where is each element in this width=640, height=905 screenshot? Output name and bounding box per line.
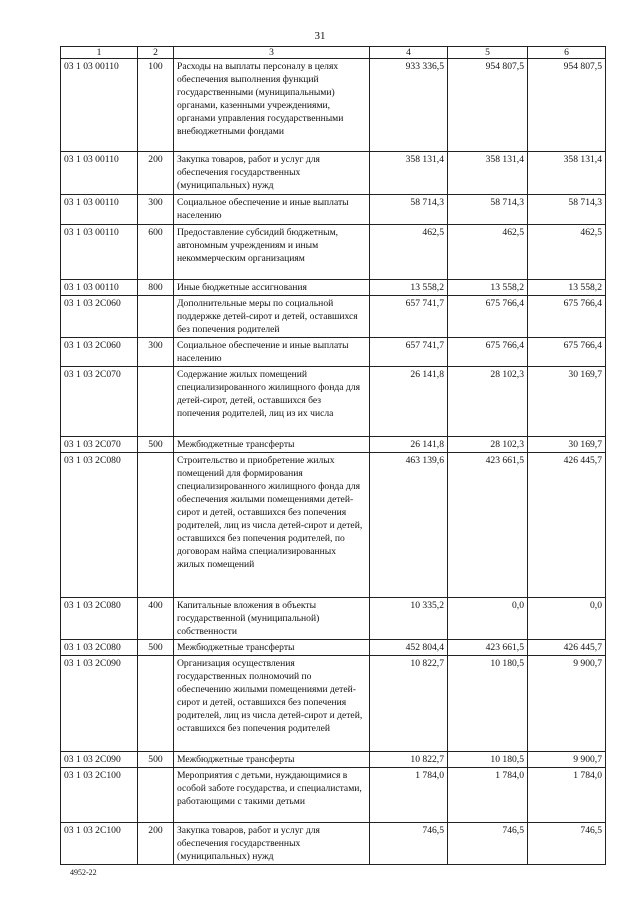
amount-col-6-cell: 746,5	[528, 823, 606, 865]
item-name-cell: Мероприятия с детьми, нуждающимися в особой заботе государства, и специалистами, работающими с такими детьми	[174, 768, 370, 823]
amount-col-6-cell: 30 169,7	[528, 367, 606, 437]
amount-col-4-cell: 746,5	[370, 823, 448, 865]
target-code-cell: 03 1 03 2С060	[61, 338, 138, 367]
amount-col-5-cell: 423 661,5	[448, 453, 528, 598]
amount-col-6-cell: 9 900,7	[528, 656, 606, 752]
amount-col-6-cell: 30 169,7	[528, 437, 606, 453]
amount-col-5-cell: 28 102,3	[448, 437, 528, 453]
amount-col-4-cell: 1 784,0	[370, 768, 448, 823]
amount-col-4-cell: 26 141,8	[370, 437, 448, 453]
target-code-cell: 03 1 03 00110	[61, 195, 138, 225]
amount-col-6-cell: 462,5	[528, 225, 606, 280]
target-code-cell: 03 1 03 00110	[61, 225, 138, 280]
amount-col-5-cell: 746,5	[448, 823, 528, 865]
expense-kind-cell: 500	[138, 752, 174, 768]
header-col-3: 3	[174, 47, 370, 59]
amount-col-5-cell: 58 714,3	[448, 195, 528, 225]
amount-col-6-cell: 13 558,2	[528, 280, 606, 296]
table-row	[61, 453, 606, 598]
expense-kind-cell: 800	[138, 280, 174, 296]
expense-kind-cell: 200	[138, 152, 174, 195]
item-name-cell: Межбюджетные трансферты	[174, 640, 370, 656]
table-row	[61, 656, 606, 752]
amount-col-4-cell: 657 741,7	[370, 338, 448, 367]
expense-kind-cell: 300	[138, 338, 174, 367]
item-name-cell: Межбюджетные трансферты	[174, 752, 370, 768]
header-col-5: 5	[448, 47, 528, 59]
item-name-cell: Социальное обеспечение и иные выплаты населению	[174, 195, 370, 225]
table-row	[61, 367, 606, 437]
target-code-cell: 03 1 03 2С090	[61, 656, 138, 752]
item-name-cell: Организация осуществления государственных полномочий по обеспечению жилыми помещениями детей-сирот и детей, оставшихся без попечения родителей, лиц из числа детей-сирот и детей, оставшихся без попечения родителей	[174, 656, 370, 752]
table-row	[61, 437, 606, 453]
target-code-cell: 03 1 03 2С080	[61, 453, 138, 598]
amount-col-5-cell: 10 180,5	[448, 656, 528, 752]
amount-col-4-cell: 13 558,2	[370, 280, 448, 296]
expense-kind-cell: 600	[138, 225, 174, 280]
target-code-cell: 03 1 03 2С060	[61, 296, 138, 338]
item-name-cell: Расходы на выплаты персоналу в целях обеспечения выполнения функций государственными (муниципальными) органами, казенными учреждениями, органами управления государственными внебюджетными фондами	[174, 59, 370, 152]
amount-col-5-cell: 28 102,3	[448, 367, 528, 437]
item-name-cell: Межбюджетные трансферты	[174, 437, 370, 453]
footer-doc-number: 4952-22	[70, 868, 97, 877]
table-row	[61, 280, 606, 296]
amount-col-4-cell: 58 714,3	[370, 195, 448, 225]
item-name-cell: Социальное обеспечение и иные выплаты населению	[174, 338, 370, 367]
amount-col-5-cell: 0,0	[448, 598, 528, 640]
amount-col-4-cell: 657 741,7	[370, 296, 448, 338]
amount-col-4-cell: 10 822,7	[370, 656, 448, 752]
item-name-cell: Дополнительные меры по социальной поддержке детей-сирот и детей, оставшихся без попечения родителей	[174, 296, 370, 338]
amount-col-4-cell: 463 139,6	[370, 453, 448, 598]
amount-col-4-cell: 10 822,7	[370, 752, 448, 768]
expense-kind-cell: 500	[138, 640, 174, 656]
amount-col-6-cell: 426 445,7	[528, 640, 606, 656]
header-row	[61, 47, 606, 59]
header-col-6: 6	[528, 47, 606, 59]
item-name-cell: Строительство и приобретение жилых помещений для формирования специализированного жилищного фонда для обеспечения жилыми помещениями детей-сирот и детей, оставшихся без попечения родителей, лиц из числа детей-сирот и детей, оставшихся без попечения родителей, по договорам найма специализированных жилых помещений	[174, 453, 370, 598]
table-row	[61, 152, 606, 195]
page-number: 31	[314, 30, 326, 42]
target-code-cell: 03 1 03 2С070	[61, 437, 138, 453]
item-name-cell: Капитальные вложения в объекты государственной (муниципальной) собственности	[174, 598, 370, 640]
expense-kind-cell: 300	[138, 195, 174, 225]
target-code-cell: 03 1 03 00110	[61, 280, 138, 296]
table-row	[61, 59, 606, 152]
header-col-2: 2	[138, 47, 174, 59]
item-name-cell: Содержание жилых помещений специализированного жилищного фонда для детей-сирот, детей, оставшихся без попечения родителей, лиц из их числа	[174, 367, 370, 437]
amount-col-6-cell: 1 784,0	[528, 768, 606, 823]
table-row	[61, 296, 606, 338]
amount-col-6-cell: 9 900,7	[528, 752, 606, 768]
header-col-4: 4	[370, 47, 448, 59]
item-name-cell: Иные бюджетные ассигнования	[174, 280, 370, 296]
amount-col-4-cell: 10 335,2	[370, 598, 448, 640]
expense-kind-cell: 400	[138, 598, 174, 640]
amount-col-6-cell: 0,0	[528, 598, 606, 640]
target-code-cell: 03 1 03 2С080	[61, 640, 138, 656]
target-code-cell: 03 1 03 00110	[61, 59, 138, 152]
expense-kind-cell	[138, 296, 174, 338]
amount-col-6-cell: 675 766,4	[528, 338, 606, 367]
table-row	[61, 195, 606, 225]
expense-kind-cell	[138, 656, 174, 752]
amount-col-4-cell: 26 141,8	[370, 367, 448, 437]
expense-kind-cell: 200	[138, 823, 174, 865]
item-name-cell: Закупка товаров, работ и услуг для обеспечения государственных (муниципальных) нужд	[174, 152, 370, 195]
target-code-cell: 03 1 03 2С100	[61, 823, 138, 865]
table-row	[61, 225, 606, 280]
amount-col-5-cell: 675 766,4	[448, 338, 528, 367]
table-row	[61, 768, 606, 823]
header-col-1: 1	[61, 47, 138, 59]
expense-kind-cell: 500	[138, 437, 174, 453]
table-row	[61, 598, 606, 640]
amount-col-6-cell: 58 714,3	[528, 195, 606, 225]
amount-col-4-cell: 933 336,5	[370, 59, 448, 152]
amount-col-5-cell: 462,5	[448, 225, 528, 280]
table-row	[61, 338, 606, 367]
target-code-cell: 03 1 03 2С090	[61, 752, 138, 768]
amount-col-5-cell: 10 180,5	[448, 752, 528, 768]
amount-col-5-cell: 675 766,4	[448, 296, 528, 338]
amount-col-4-cell: 358 131,4	[370, 152, 448, 195]
amount-col-5-cell: 358 131,4	[448, 152, 528, 195]
budget-table	[60, 46, 606, 865]
table-row	[61, 752, 606, 768]
amount-col-4-cell: 452 804,4	[370, 640, 448, 656]
target-code-cell: 03 1 03 00110	[61, 152, 138, 195]
amount-col-5-cell: 423 661,5	[448, 640, 528, 656]
amount-col-6-cell: 358 131,4	[528, 152, 606, 195]
amount-col-6-cell: 426 445,7	[528, 453, 606, 598]
expense-kind-cell	[138, 367, 174, 437]
amount-col-4-cell: 462,5	[370, 225, 448, 280]
amount-col-6-cell: 675 766,4	[528, 296, 606, 338]
amount-col-5-cell: 1 784,0	[448, 768, 528, 823]
table-row	[61, 640, 606, 656]
expense-kind-cell: 100	[138, 59, 174, 152]
item-name-cell: Закупка товаров, работ и услуг для обеспечения государственных (муниципальных) нужд	[174, 823, 370, 865]
expense-kind-cell	[138, 768, 174, 823]
item-name-cell: Предоставление субсидий бюджетным, автономным учреждениям и иным некоммерческим организациям	[174, 225, 370, 280]
target-code-cell: 03 1 03 2С080	[61, 598, 138, 640]
amount-col-5-cell: 13 558,2	[448, 280, 528, 296]
amount-col-5-cell: 954 807,5	[448, 59, 528, 152]
table-row	[61, 823, 606, 865]
amount-col-6-cell: 954 807,5	[528, 59, 606, 152]
expense-kind-cell	[138, 453, 174, 598]
target-code-cell: 03 1 03 2С100	[61, 768, 138, 823]
target-code-cell: 03 1 03 2С070	[61, 367, 138, 437]
